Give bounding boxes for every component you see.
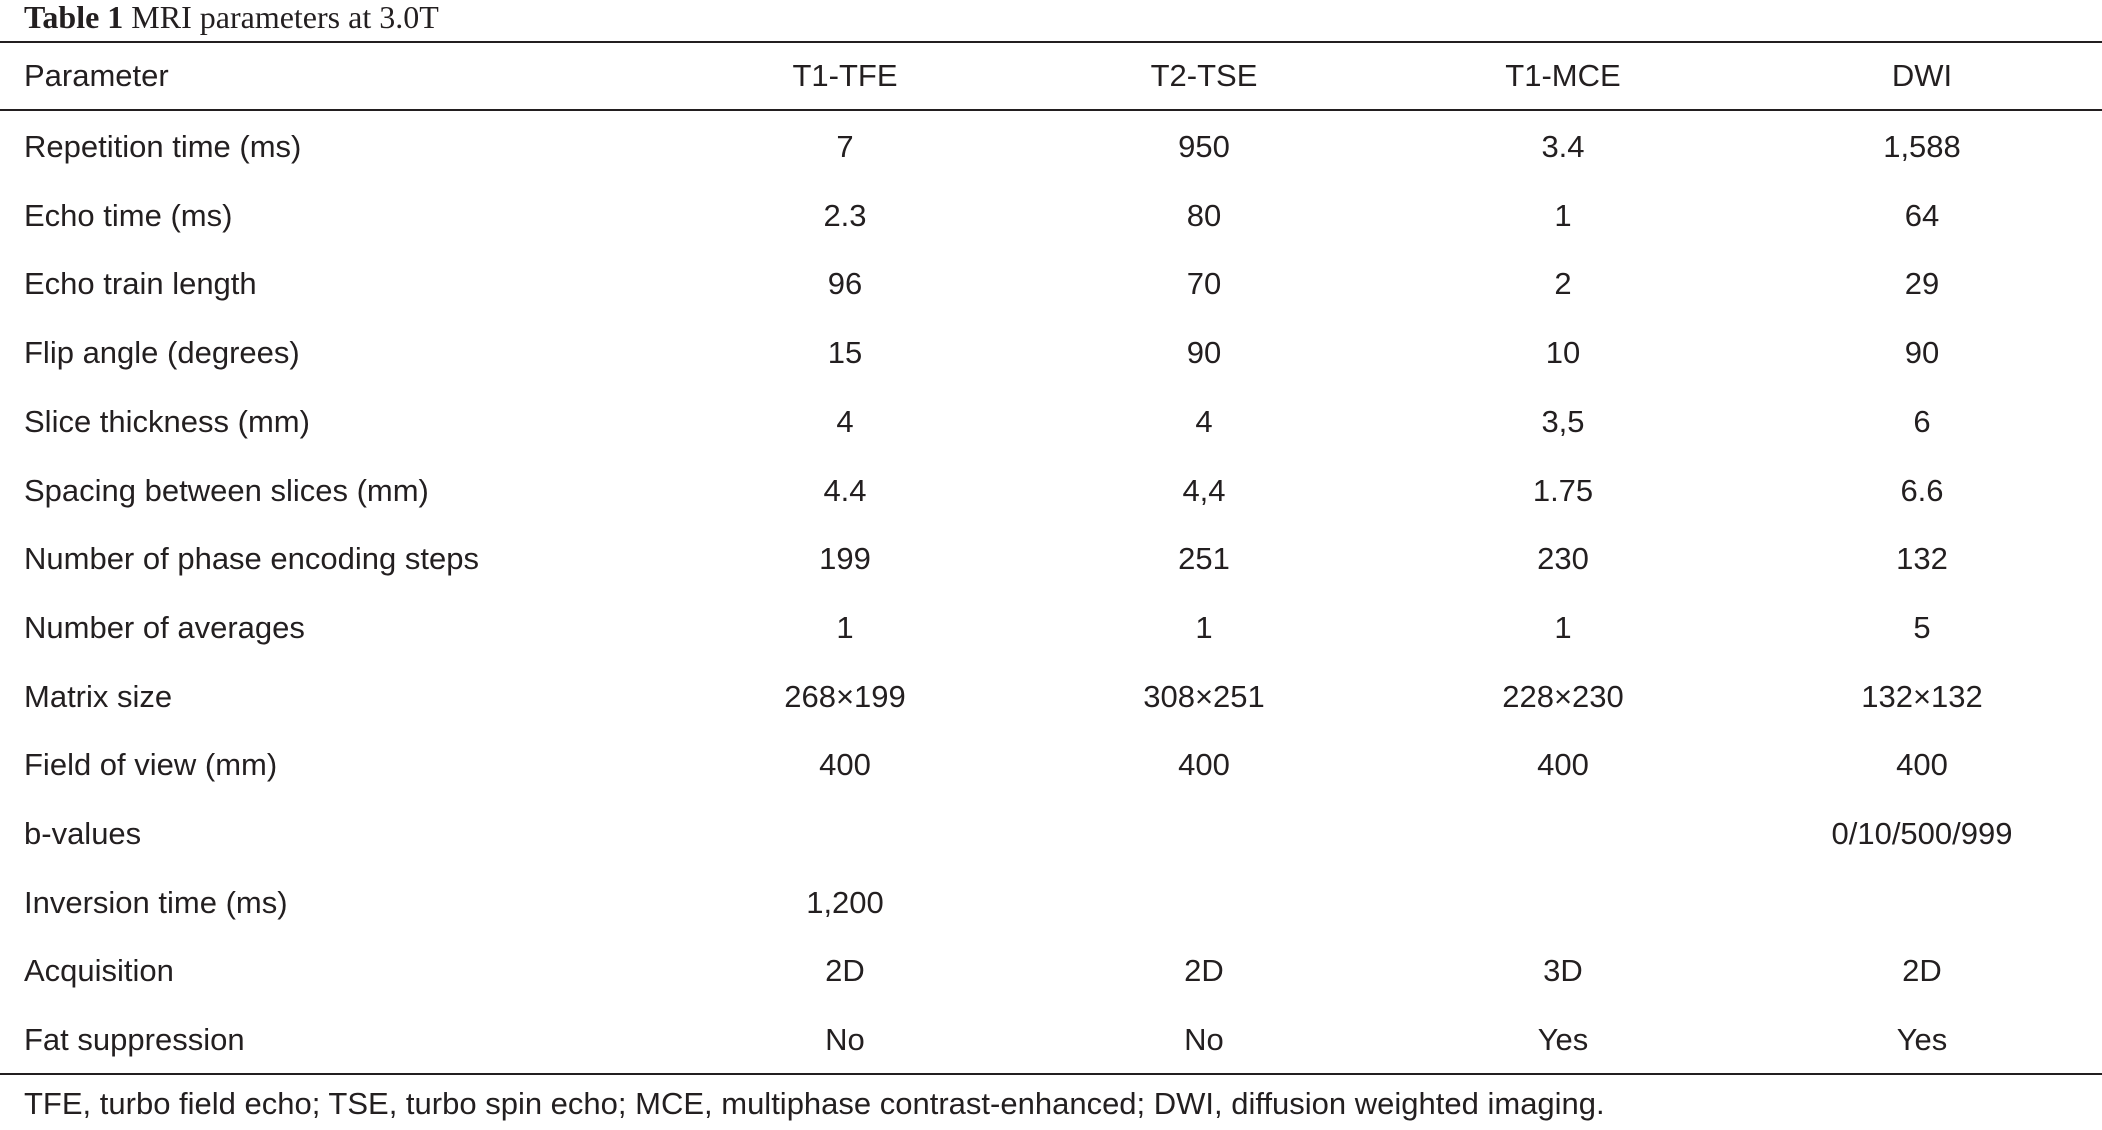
t1-tfe-cell: No (825, 1022, 865, 1058)
dwi-cell: 132 (1896, 541, 1948, 577)
header-cell-t1-mce: T1-MCE (1505, 58, 1621, 93)
table-caption-text: MRI parameters at 3.0T (131, 0, 439, 35)
table-row (0, 387, 2102, 456)
t1-mce-cell: 230 (1537, 541, 1589, 577)
parameter-cell: Slice thickness (mm) (24, 403, 310, 439)
t1-tfe-cell: 268×199 (784, 678, 906, 714)
table-row (0, 868, 2102, 937)
t1-tfe-cell: 96 (827, 266, 863, 302)
t2-tse-cell (1024, 799, 1384, 868)
table-header-rule (0, 109, 2102, 111)
table-row (0, 662, 2102, 731)
dwi-cell: 2D (1902, 953, 1942, 989)
parameter-cell: Inversion time (ms) (24, 884, 288, 920)
t2-tse-cell: 1 (1195, 609, 1213, 645)
parameter-cell: Flip angle (degrees) (24, 335, 300, 371)
parameter-cell: Spacing between slices (mm) (24, 472, 429, 508)
parameter-cell: Number of phase encoding steps (24, 541, 479, 577)
dwi-cell (1742, 868, 2102, 937)
parameter-cell: Fat suppression (24, 1022, 245, 1058)
parameter-cell: Acquisition (24, 953, 174, 989)
parameter-cell: Echo time (ms) (24, 197, 233, 233)
header-cell-parameter: Parameter (24, 58, 169, 93)
table-caption (24, 0, 439, 40)
table-row (0, 730, 2102, 799)
table-row (0, 112, 2102, 181)
parameter-cell: Number of averages (24, 609, 305, 645)
table-caption-label: Table 1 (24, 0, 124, 35)
t1-mce-cell: 2 (1554, 266, 1572, 302)
parameter-cell: b-values (24, 816, 142, 851)
t1-mce-cell: 1 (1554, 609, 1572, 645)
header-cell-dwi: DWI (1891, 58, 1953, 93)
parameter-cell: Echo train length (24, 266, 257, 302)
t1-mce-cell: 228×230 (1502, 678, 1624, 714)
dwi-cell: 64 (1904, 197, 1940, 233)
t2-tse-cell: 90 (1186, 335, 1222, 371)
table-row (0, 799, 2102, 868)
t2-tse-cell: 4,4 (1182, 472, 1226, 508)
t2-tse-cell (1024, 868, 1384, 937)
t2-tse-cell: No (1184, 1022, 1224, 1058)
t2-tse-cell: 308×251 (1143, 678, 1265, 714)
t1-mce-cell: 3,5 (1541, 403, 1585, 439)
parameter-cell: Matrix size (24, 678, 173, 714)
dwi-cell: 90 (1904, 335, 1940, 371)
dwi-cell: 5 (1913, 609, 1931, 645)
t1-mce-cell: 1 (1554, 197, 1572, 233)
header-cell-t2-tse: T2-TSE (1150, 58, 1258, 93)
t1-mce-cell (1383, 868, 1743, 937)
dwi-cell: Yes (1896, 1022, 1948, 1058)
t2-tse-cell: 251 (1178, 541, 1230, 577)
dwi-cell: 400 (1896, 747, 1948, 783)
table-row (0, 593, 2102, 662)
t1-tfe-cell: 15 (827, 335, 863, 371)
table-row (0, 318, 2102, 387)
t1-tfe-cell: 1 (836, 609, 854, 645)
t2-tse-cell: 4 (1195, 403, 1213, 439)
t2-tse-cell: 70 (1186, 266, 1222, 302)
t1-tfe-cell: 7 (836, 129, 854, 164)
dwi-cell: 6 (1913, 403, 1931, 439)
t1-tfe-cell: 1,200 (806, 884, 884, 920)
t1-mce-cell: Yes (1537, 1022, 1589, 1058)
t2-tse-cell: 400 (1178, 747, 1230, 783)
t1-mce-cell: 3.4 (1541, 129, 1585, 164)
t2-tse-cell: 80 (1186, 197, 1222, 233)
table-row (0, 456, 2102, 525)
t1-tfe-cell: 400 (819, 747, 871, 783)
dwi-cell: 29 (1904, 266, 1940, 302)
t2-tse-cell: 950 (1178, 129, 1230, 164)
table-row (0, 524, 2102, 593)
header-cell-t1-tfe: T1-TFE (792, 58, 898, 93)
t1-tfe-cell: 4.4 (823, 472, 867, 508)
t1-mce-cell: 10 (1545, 335, 1581, 371)
table-header-row (0, 42, 2102, 109)
t1-mce-cell: 400 (1537, 747, 1589, 783)
t1-tfe-cell (665, 799, 1025, 868)
dwi-cell: 6.6 (1900, 472, 1944, 508)
table-row (0, 1005, 2102, 1074)
t1-tfe-cell: 2.3 (823, 197, 867, 233)
t1-tfe-cell: 199 (819, 541, 871, 577)
dwi-cell: 0/10/500/999 (1831, 816, 2013, 851)
dwi-cell: 132×132 (1861, 678, 1983, 714)
parameter-cell: Field of view (mm) (24, 747, 278, 783)
table-row (0, 249, 2102, 318)
table-footnote: TFE, turbo field echo; TSE, turbo spin echo; MCE, multiphase contrast-enhanced; DWI, diffusion weighted imaging. (24, 1086, 1605, 1121)
parameter-cell: Repetition time (ms) (24, 129, 302, 164)
t1-mce-cell (1383, 799, 1743, 868)
table-row (0, 936, 2102, 1005)
t1-mce-cell: 1.75 (1532, 472, 1594, 508)
table-row (0, 181, 2102, 250)
t1-tfe-cell: 2D (825, 953, 865, 989)
t2-tse-cell: 2D (1184, 953, 1224, 989)
t1-tfe-cell: 4 (836, 403, 854, 439)
t1-mce-cell: 3D (1543, 953, 1583, 989)
dwi-cell: 1,588 (1883, 129, 1961, 164)
table-bottom-rule (0, 1073, 2102, 1075)
